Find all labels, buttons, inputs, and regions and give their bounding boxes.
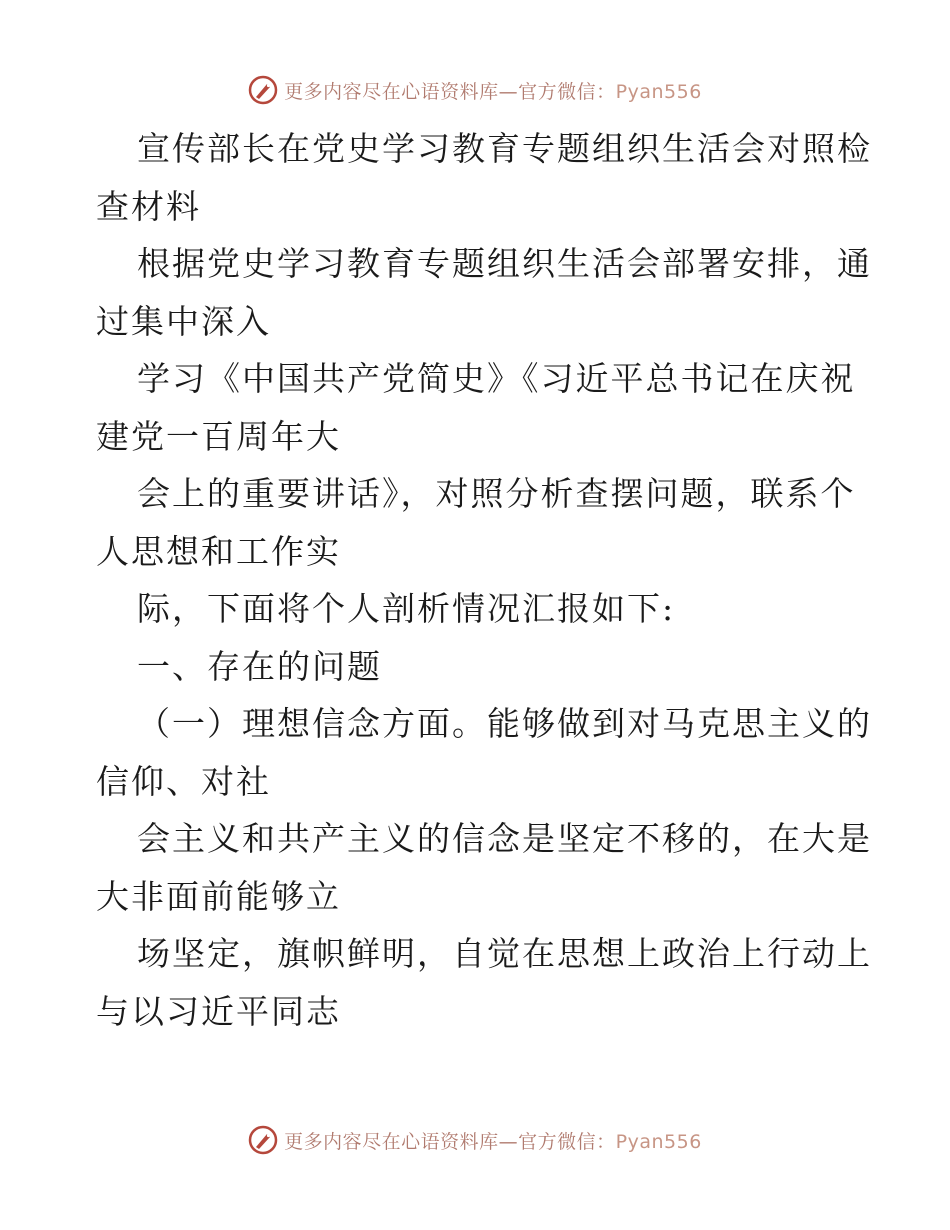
doc-line: 一、存在的问题 (137, 646, 382, 686)
watermark-text: 更多内容尽在心语资料库—官方微信： (284, 80, 616, 103)
watermark-text: 更多内容尽在心语资料库—官方微信： (284, 1130, 616, 1153)
doc-line: 大非面前能够立 (96, 876, 341, 916)
doc-line: 宣传部长在党史学习教育专题组织生活会对照检 (137, 129, 872, 168)
pen-nib-logo-icon (248, 75, 278, 105)
footer-watermark (0, 1123, 950, 1157)
doc-line: 与以习近平同志 (96, 991, 341, 1031)
doc-line: 根据党史学习教育专题组织生活会部署安排，通 (137, 244, 872, 283)
doc-line: 学习《中国共产党简史》《习近平总书记在庆祝 (137, 359, 856, 398)
doc-line: 过集中深入 (96, 301, 271, 341)
doc-line: 人思想和工作实 (96, 531, 341, 571)
header-watermark (0, 73, 950, 107)
watermark-handle: Pyan556 (615, 80, 702, 103)
doc-line: 会主义和共产主义的信念是坚定不移的，在大是 (137, 819, 872, 858)
doc-line: （一）理想信念方面。能够做到对马克思主义的 (137, 704, 872, 743)
doc-line: 查材料 (96, 186, 201, 226)
doc-line: 信仰、对社 (96, 761, 271, 801)
doc-line: 场坚定，旗帜鲜明，自觉在思想上政治上行动上 (137, 934, 872, 973)
document-body (96, 120, 872, 1040)
doc-line: 建党一百周年大 (96, 416, 341, 456)
doc-line: 际，下面将个人剖析情况汇报如下: (137, 589, 676, 628)
doc-line: 会上的重要讲话》，对照分析查摆问题，联系个 (137, 474, 856, 513)
watermark-handle: Pyan556 (615, 1130, 702, 1153)
pen-nib-logo-icon (248, 1125, 278, 1155)
